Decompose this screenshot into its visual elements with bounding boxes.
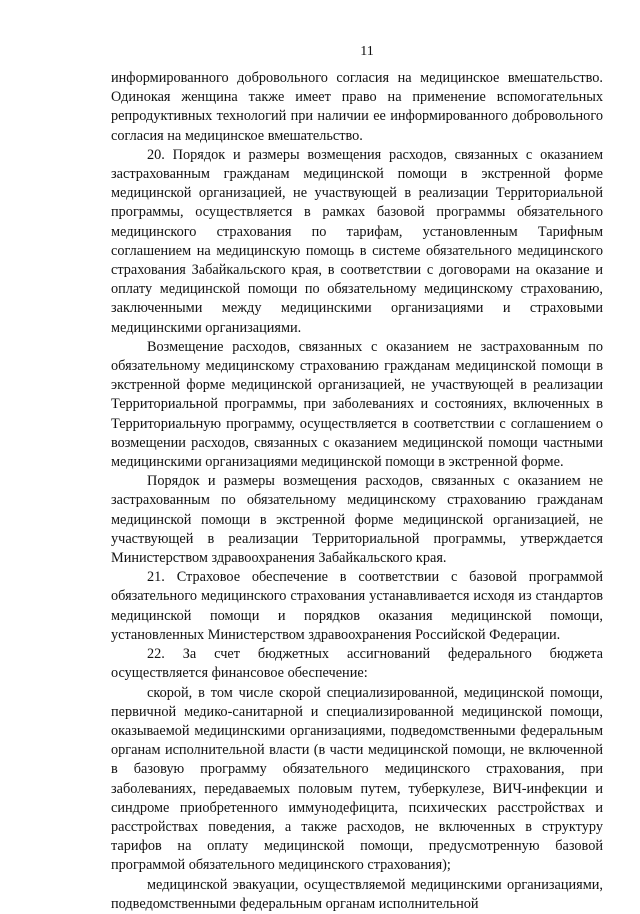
paragraph: Возмещение расходов, связанных с оказанием не застрахованным по обязательному медицинскому страхованию гражданам медицинской помощи в экстренной форме медицинской организацией, не участвующей в реализации Территориальной программы, при заболеваниях и состояниях, включенных в Территориальную программу, осуществляется в соответствии с соглашением о возмещении расходов, связанных с оказанием медицинской помощи частными медицинскими организациями медицинской помощи в экстренной форме.	[111, 338, 603, 471]
paragraph: Порядок и размеры возмещения расходов, связанных с оказанием не застрахованным по обязательному медицинскому страхованию гражданам медицинской помощи в экстренной форме медицинской организацией, не участвующей в реализации Территориальной программы, утверждается Министерством здравоохранения Забайкальского края.	[111, 473, 603, 567]
paragraph-item-21: 21. Страховое обеспечение в соответствии с базовой программой обязательного медицинского страхования устанавливается исходя из стандартов медицинской помощи и порядков оказания медицинской помощи, установленных Министерством здравоохранения Российской Федерации.	[111, 569, 603, 643]
paragraph: информированного добровольного согласия на медицинское вмешательство. Одинокая женщина также имеет право на применение вспомогательных репродуктивных технологий при наличии ее информированного добровольного согласия на медицинское вмешательство.	[111, 70, 603, 144]
paragraph: скорой, в том числе скорой специализированной, медицинской помощи, первичной медико-санитарной и специализированной медицинской помощи, оказываемой медицинскими организациями, подведомственными федеральным органам исполнительной власти (в части медицинской помощи, не включенной в базовую программу обязательного медицинского страхования, при заболеваниях, передаваемых половым путем, туберкулезе, ВИЧ-инфекции и синдроме приобретенного иммунодефицита, психических расстройствах и расстройствах поведения, а также расходов, не включенных в структуру тарифов на оплату медицинской помощи, предусмотренную базовой программой обязательного медицинского страхования);	[111, 684, 603, 874]
paragraph-item-22: 22. За счет бюджетных ассигнований федерального бюджета осуществляется финансовое обеспечение:	[111, 646, 603, 682]
paragraph: медицинской эвакуации, осуществляемой медицинскими организациями, подведомственными федеральным органам исполнительной	[111, 876, 603, 912]
page-number: 11	[360, 44, 374, 59]
paragraph-item-20: 20. Порядок и размеры возмещения расходов, связанных с оказанием застрахованным гражданам медицинской помощи в экстренной форме медицинской организацией, не участвующей в реализации Территориальной программы, осуществляется в рамках базовой программы обязательного медицинского страхования по тарифам, установленным Тарифным соглашением на медицинскую помощь в системе обязательного медицинского страхования Забайкальского края, в соответствии с договорами на оказание и оплату медицинской помощи по обязательному медицинскому страхованию, заключенными между медицинскими организациями и страховыми медицинскими организациями.	[111, 146, 603, 336]
